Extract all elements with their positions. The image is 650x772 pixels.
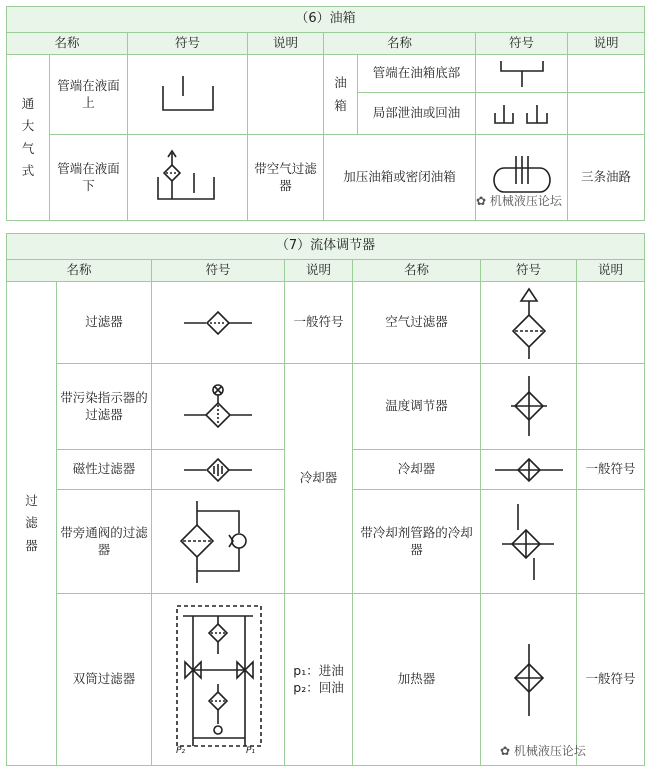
symbol-cell <box>128 55 248 135</box>
tank-pipe-below-air-filter-symbol <box>148 147 228 209</box>
group-label-vented: 通 大 气 式 <box>7 55 50 221</box>
header-name: 名称 <box>353 260 481 282</box>
symbol-cell <box>152 450 285 490</box>
air-filter-symbol <box>499 285 559 361</box>
port-p1-label: P₁ <box>246 745 256 756</box>
row-name: 双筒过滤器 <box>57 594 152 766</box>
header-symbol: 符号 <box>476 33 568 55</box>
section-title: （6）油箱 <box>7 7 645 33</box>
header-name: 名称 <box>7 33 128 55</box>
wechat-icon: ✿ <box>476 194 487 208</box>
row-name: 带污染指示器的过滤器 <box>57 364 152 450</box>
duplex-filter-symbol <box>163 598 273 762</box>
row-name: 温度调节器 <box>353 364 481 450</box>
watermark: ✿ 机械液压论坛 <box>500 744 586 758</box>
symbol-cell <box>481 282 577 364</box>
cooler-symbol <box>491 455 567 485</box>
filter-with-bypass-valve-symbol <box>173 497 263 587</box>
filter-with-indicator-symbol <box>178 377 258 437</box>
tank-pipe-above-symbol <box>153 70 223 120</box>
filter-symbol <box>178 308 258 338</box>
row-note <box>568 93 645 135</box>
group-label-filter: 过 滤 器 <box>7 282 57 766</box>
tank-pipe-bottom-symbol <box>487 57 557 91</box>
row-name: 过滤器 <box>57 282 152 364</box>
tank-drain-symbol <box>487 99 557 129</box>
row-name: 管端在液面上 <box>50 55 128 135</box>
header-name: 名称 <box>7 260 152 282</box>
symbol-cell <box>152 282 285 364</box>
wechat-icon: ✿ <box>500 744 511 758</box>
row-name: 加压油箱或密闭油箱 <box>324 135 476 221</box>
fluid-conditioner-table <box>6 233 645 766</box>
symbol-cell <box>128 135 248 221</box>
watermark: ✿ 机械液压论坛 <box>476 194 562 208</box>
row-name: 冷却器 <box>353 450 481 490</box>
row-name: 带冷却剂管路的冷却器 <box>353 490 481 594</box>
row-note <box>577 282 645 364</box>
row-name: 磁性过滤器 <box>57 450 152 490</box>
row-note: 带空气过滤器 <box>248 135 324 221</box>
header-symbol: 符号 <box>152 260 285 282</box>
row-note <box>568 55 645 93</box>
row-note: 冷却器 <box>285 364 353 594</box>
symbol-cell <box>476 93 568 135</box>
oil-tank-table <box>6 6 645 221</box>
row-name: 空气过滤器 <box>353 282 481 364</box>
row-name: 局部泄油或回油 <box>358 93 476 135</box>
header-symbol: 符号 <box>481 260 577 282</box>
symbol-cell <box>152 594 285 766</box>
row-note: 一般符号 <box>577 450 645 490</box>
header-symbol: 符号 <box>128 33 248 55</box>
magnetic-filter-symbol <box>178 455 258 485</box>
row-name: 带旁通阀的过滤器 <box>57 490 152 594</box>
symbol-cell <box>152 364 285 450</box>
header-note: 说明 <box>568 33 645 55</box>
row-name: 加热器 <box>353 594 481 766</box>
row-note: 三条油路 <box>568 135 645 221</box>
row-name: 管端在液面下 <box>50 135 128 221</box>
symbol-cell <box>152 490 285 594</box>
symbol-cell <box>481 450 577 490</box>
header-name: 名称 <box>324 33 476 55</box>
symbol-cell <box>481 364 577 450</box>
row-note <box>577 364 645 450</box>
temperature-regulator-symbol <box>499 372 559 442</box>
row-note: 一般符号 <box>285 282 353 364</box>
row-note: 一般符号 <box>577 594 645 766</box>
row-note <box>248 55 324 135</box>
header-note: 说明 <box>577 260 645 282</box>
symbol-cell <box>481 594 577 766</box>
port-p2-label: P₂ <box>176 745 186 756</box>
header-note: 说明 <box>248 33 324 55</box>
heater-symbol <box>499 638 559 722</box>
header-note: 说明 <box>285 260 353 282</box>
row-note <box>577 490 645 594</box>
cooler-with-coolant-lines-symbol <box>494 500 564 584</box>
row-name: 管端在油箱底部 <box>358 55 476 93</box>
symbol-cell <box>476 55 568 93</box>
symbol-cell <box>481 490 577 594</box>
group-label-tank: 油 箱 <box>324 55 358 135</box>
row-note: p₁：进油 p₂：回油 <box>285 594 353 766</box>
section-title: （7）流体调节器 <box>7 234 645 260</box>
